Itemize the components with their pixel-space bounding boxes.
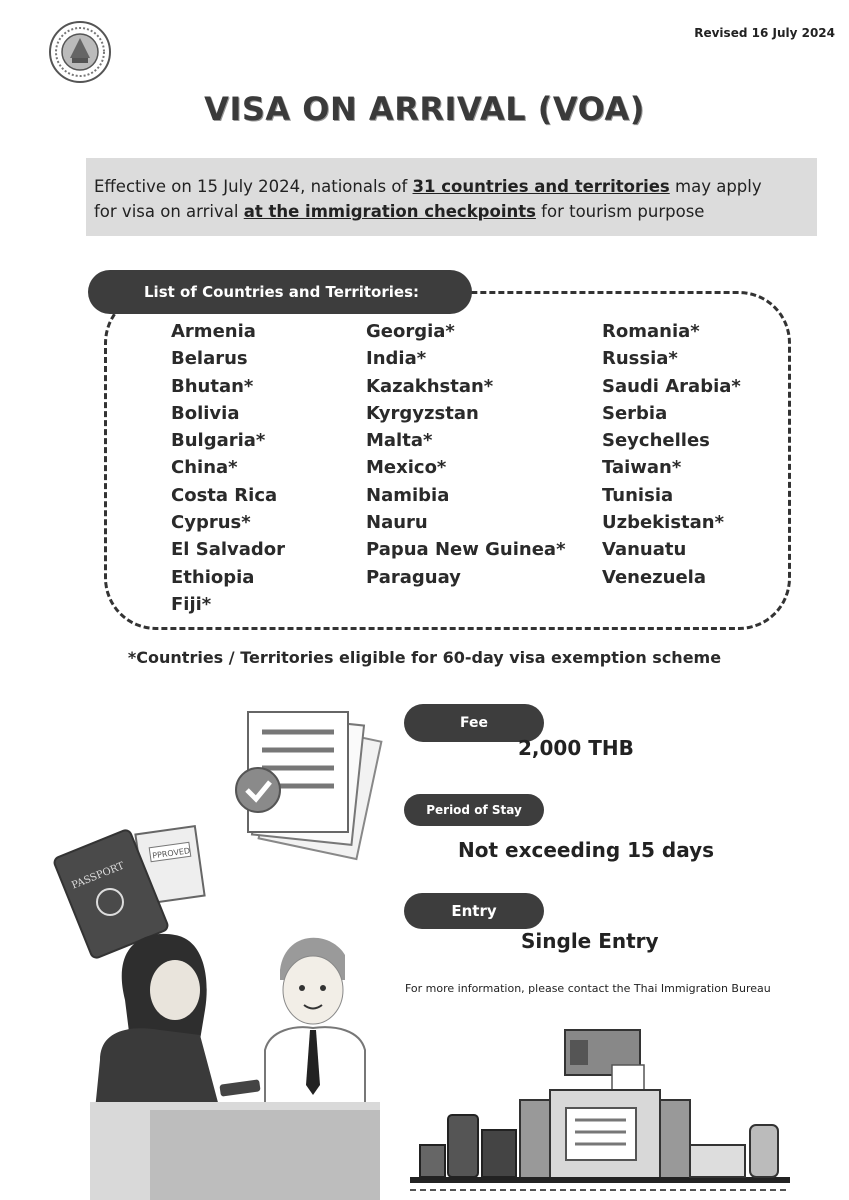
fee-value: 2,000 THB <box>518 736 634 760</box>
period-of-stay-label: Period of Stay <box>404 794 544 826</box>
banner-text: for visa on arrival <box>94 202 244 221</box>
country-item: Uzbekistan* <box>602 512 725 534</box>
country-item: Georgia* <box>366 321 455 342</box>
country-item: Tunisia <box>602 484 674 506</box>
country-item: Namibia <box>366 484 450 506</box>
officer-figure <box>265 938 365 1110</box>
country-list-heading: List of Countries and Territories: <box>88 270 472 314</box>
country-column-3 <box>602 318 741 591</box>
country-item: Russia* <box>602 348 678 370</box>
country-item: Romania* <box>602 321 700 342</box>
banner-text: for tourism purpose <box>535 202 705 221</box>
country-item: Kazakhstan* <box>366 375 494 397</box>
banner-highlight-countries: 31 countries and territories <box>412 177 670 196</box>
revised-date: Revised 16 July 2024 <box>694 26 835 40</box>
country-column-2 <box>366 318 565 591</box>
country-item: Seychelles <box>602 430 710 452</box>
country-item: Ethiopia <box>171 566 255 588</box>
immigration-seal-icon <box>48 20 112 84</box>
entry-value: Single Entry <box>521 929 659 953</box>
immigration-illustration <box>0 690 849 1200</box>
country-item: Kyrgyzstan <box>366 402 479 424</box>
banner-text: Effective on 15 July 2024, nationals of <box>94 177 413 196</box>
country-item: Bhutan* <box>171 375 254 397</box>
country-item: Cyprus* <box>171 512 251 534</box>
country-column-1 <box>171 318 285 618</box>
country-item: Belarus <box>171 348 248 370</box>
country-item: Paraguay <box>366 566 461 588</box>
period-of-stay-value: Not exceeding 15 days <box>458 838 715 862</box>
banner-highlight-checkpoints: at the immigration checkpoints <box>243 202 536 221</box>
country-item: Fiji* <box>171 593 212 615</box>
country-item: Costa Rica <box>171 484 278 506</box>
entry-label: Entry <box>404 893 544 929</box>
country-item: Bulgaria* <box>171 430 266 452</box>
contact-info: For more information, please contact the Thai Immigration Bureau <box>405 982 771 995</box>
banner-text: may apply <box>669 177 762 196</box>
exemption-footnote: *Countries / Territories eligible for 60-day visa exemption scheme <box>127 648 722 667</box>
country-item: Malta* <box>366 430 433 452</box>
country-item: Taiwan* <box>602 457 682 479</box>
country-item: China* <box>171 457 238 479</box>
country-item: India* <box>366 348 427 370</box>
fee-label: Fee <box>404 704 544 742</box>
effective-banner <box>86 158 817 236</box>
country-item: Serbia <box>602 402 668 424</box>
passport-text: PASSPORT <box>70 860 126 892</box>
banner-line-2 <box>94 199 807 224</box>
country-item: Papua New Guinea* <box>366 539 566 561</box>
stamp-text: PPROVED <box>151 846 191 861</box>
country-item: El Salvador <box>171 539 286 561</box>
country-item: Nauru <box>366 512 428 534</box>
country-item: Mexico* <box>366 457 447 479</box>
country-item: Armenia <box>171 321 256 342</box>
country-item: Venezuela <box>602 566 706 588</box>
page-title: VISA ON ARRIVAL (VOA) <box>204 90 645 128</box>
traveler-figure <box>95 934 261 1110</box>
country-item: Bolivia <box>171 402 240 424</box>
country-item: Vanuatu <box>602 539 687 561</box>
documents-icon <box>236 712 381 859</box>
counter-panel <box>150 1110 380 1200</box>
banner-line-1 <box>94 174 807 199</box>
country-item: Saudi Arabia* <box>602 375 741 397</box>
